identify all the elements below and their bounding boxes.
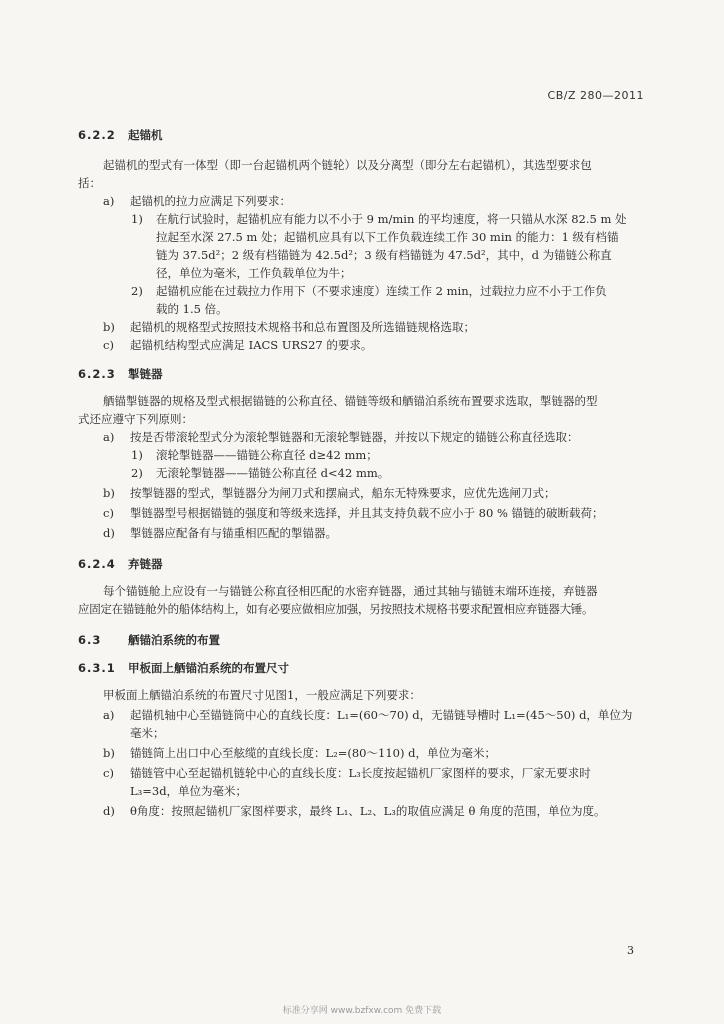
section-title: 舾锚泊系统的布置	[128, 633, 220, 647]
list-item-c	[103, 506, 604, 520]
paragraph-line: 括：	[78, 176, 101, 190]
list-label: b)	[103, 746, 115, 760]
list-item-d	[103, 804, 606, 818]
list-label: 1)	[131, 212, 143, 226]
list-text: θ角度：按照起锚机厂家图样要求，最终 L₁、L₂、L₃的取值应满足 θ 角度的范围，单位为度。	[130, 804, 606, 818]
list-label: 2)	[131, 466, 143, 480]
paragraph-line: 径，单位为毫米，工作负载单位为牛；	[156, 266, 352, 280]
sublist-item-1	[131, 448, 378, 462]
sublist-item-1	[131, 212, 627, 226]
sublist-item-2	[131, 284, 607, 298]
list-text: 在航行试验时，起锚机应有能力以不小于 9 m/min 的平均速度，将一只锚从水深 82.5 m 处	[156, 212, 627, 226]
section-heading-6-2-3	[78, 366, 163, 382]
paragraph-line: 舾锚掣链器的规格及型式根据锚链的公称直径、锚链等级和舾锚泊系统布置要求选取，掣链器的型	[103, 394, 598, 408]
section-number: 6.2.2	[78, 128, 116, 142]
paragraph-line: 拉起至水深 27.5 m 处；起锚机应具有以下工作负载连续工作 30 min 的能力：1 级有档锚	[156, 230, 619, 244]
list-item-b	[103, 320, 475, 334]
list-text: 无滚轮掣链器——锚链公称直径 d<42 mm。	[156, 466, 390, 480]
footer-watermark: 标准分享网 www.bzfxw.com 免费下载	[282, 1006, 442, 1016]
list-label: a)	[103, 708, 115, 722]
section-heading-6-3	[78, 632, 220, 648]
paragraph-line: 每个锚链舱上应设有一与锚链公称直径相匹配的水密弃链器，通过其轴与锚链末端环连接，弃链器	[103, 584, 598, 598]
list-text: 起锚机的拉力应满足下列要求：	[130, 194, 291, 208]
document-id: CB/Z 280—2011	[547, 89, 644, 102]
section-heading-6-3-1	[78, 660, 289, 676]
paragraph-line: 链为 37.5d²；2 级有档锚链为 42.5d²；3 级有档锚链为 47.5d²，其中，d 为锚链公称直	[156, 248, 612, 262]
list-label: b)	[103, 320, 115, 334]
section-heading-6-2-4	[78, 556, 163, 572]
list-label: d)	[103, 804, 115, 818]
list-text: 起锚机的规格型式按照技术规格书和总布置图及所选锚链规格选取；	[130, 320, 475, 334]
section-title: 掣链器	[128, 367, 163, 381]
list-label: a)	[103, 194, 115, 208]
list-item-a	[103, 194, 291, 208]
list-label: c)	[103, 506, 114, 520]
list-text: 锚链筒上出口中心至舷缆的直线长度：L₂=(80～110) d，单位为毫米；	[130, 746, 496, 760]
list-text: 锚链管中心至起锚机链轮中心的直线长度：L₃长度按起锚机厂家图样的要求，厂家无要求时	[130, 766, 591, 780]
list-item-d	[103, 526, 337, 540]
list-text: 掣链器应配备有与锚重相匹配的掣锚器。	[130, 526, 337, 540]
list-text: 按掣链器的型式，掣链器分为闸刀式和摆扁式，船东无特殊要求，应优先选闸刀式；	[130, 486, 556, 500]
list-label: 2)	[131, 284, 143, 298]
section-number: 6.3.1	[78, 661, 116, 675]
list-label: d)	[103, 526, 115, 540]
section-number: 6.3	[78, 633, 102, 647]
section-title: 起锚机	[128, 128, 163, 142]
list-text: 掣链器型号根据锚链的强度和等级来选择，并且其支持负载不应小于 80 % 锚链的破断载荷；	[130, 506, 604, 520]
paragraph-line: 应固定在锚链舱外的船体结构上，如有必要应做相应加强，另按照技术规格书要求配置相应弃链器大锤。	[78, 602, 594, 616]
list-text: 起锚机结构型式应满足 IACS URS27 的要求。	[130, 338, 373, 352]
list-item-a	[103, 430, 579, 444]
list-label: c)	[103, 338, 114, 352]
list-text: 起锚机应能在过载拉力作用下（不要求速度）连续工作 2 min，过载拉力应不小于工作负	[156, 284, 607, 298]
section-number: 6.2.3	[78, 367, 116, 381]
list-label: c)	[103, 766, 114, 780]
sublist-item-2	[131, 466, 389, 480]
list-text: 按是否带滚轮型式分为滚轮掣链器和无滚轮掣链器，并按以下规定的锚链公称直径选取：	[130, 430, 579, 444]
list-item-b	[103, 746, 496, 760]
list-text: 起锚机轴中心至锚链筒中心的直线长度：L₁=(60～70) d，无锚链导槽时 L₁=(45～50) d，单位为	[130, 708, 633, 722]
list-item-c	[103, 338, 372, 352]
list-text: 滚轮掣链器——锚链公称直径 d≥42 mm；	[156, 448, 378, 462]
paragraph-line: 载的 1.5 倍。	[156, 302, 228, 316]
paragraph-line: L₃=3d，单位为毫米；	[130, 784, 248, 798]
paragraph-line: 甲板面上舾锚泊系统的布置尺寸见图1，一般应满足下列要求：	[103, 688, 421, 702]
list-item-b	[103, 486, 556, 500]
page-number: 3	[627, 944, 634, 957]
list-label: a)	[103, 430, 115, 444]
section-number: 6.2.4	[78, 557, 116, 571]
section-title: 甲板面上舾锚泊系统的布置尺寸	[128, 661, 289, 675]
list-label: 1)	[131, 448, 143, 462]
list-item-c	[103, 766, 591, 780]
paragraph-line: 式还应遵守下列原则：	[78, 412, 193, 426]
section-heading-6-2-2	[78, 127, 163, 143]
paragraph-line: 毫米；	[130, 726, 165, 740]
list-item-a	[103, 708, 632, 722]
list-label: b)	[103, 486, 115, 500]
section-title: 弃链器	[128, 557, 163, 571]
paragraph-line: 起锚机的型式有一体型（即一台起锚机两个链轮）以及分离型（即分左右起锚机），其选型要求包	[103, 158, 592, 172]
